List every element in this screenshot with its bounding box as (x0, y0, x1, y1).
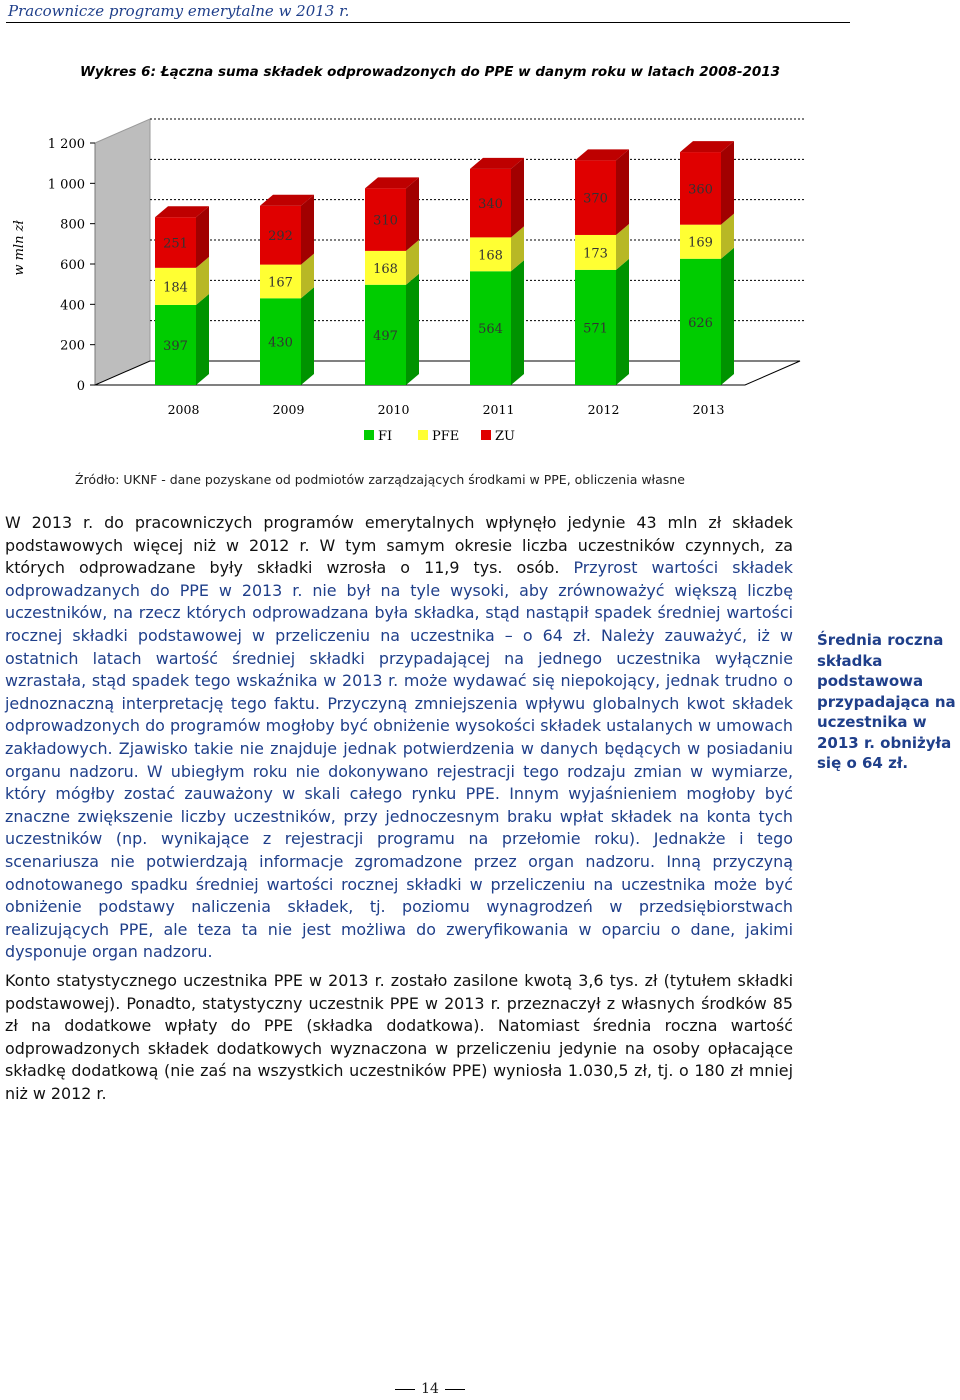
bar-side-2011-ZU (511, 158, 524, 238)
legend-label-ZU: ZU (495, 429, 515, 444)
chart-side-wall (95, 119, 150, 385)
data-label-2008-PFE: 184 (163, 280, 188, 296)
bar-side-2009-ZU (301, 195, 314, 265)
bar-side-2008-FI (196, 294, 209, 385)
source-note: Źródło: UKNF - dane pozyskane od podmiotów zarządzających środkami w PPE, obliczenia własne (75, 472, 685, 487)
bar-side-2013-ZU (721, 141, 734, 225)
data-label-2008-ZU: 251 (163, 236, 188, 252)
running-header: Pracownicze programy emerytalne w 2013 r. (8, 2, 350, 20)
body-text-main (5, 512, 793, 964)
paragraph-1-highlight: Przyrost wartości składek odprowadzanych do PPE w 2013 r. nie był na tyle wysoki, aby zrównoważyć większą liczbę uczestników, na rzecz których odprowadzana była składka, stąd nastąpił spadek średniej wartości rocznej składki podstawowej w przeliczeniu na uczestnika – o 64 zł. Należy zauważyć, iż w ostatnich latach wartość średniej składki przypadającej na jednego uczestnika wyłącznie wzrastała, stąd spadek tego wskaźnika w 2013 r. może wydawać się niepokojący, jednak trudno o jednoznaczną interpretację tego faktu. Przyczyną zmniejszenia wpływu globalnych kwot składek odprowadzonych do programów mogłoby być obniżenie wysokości składek ustalanych w umowach zakładowych. Zjawisko takie nie znajduje jednak potwierdzenia w danych będących w posiadaniu organu nadzoru. W ubiegłym roku nie dokonywano rejestracji tego rodzaju zmian w wymiarze, który mógłby zostać zauważony w skali całego rynku PPE. Innym wyjaśnieniem mogłoby być znaczne zwiększenie liczby uczestników, przy jednoczesnym braku wpłat składek na konta tych uczestników (np. wynikające z rejestracji programu na przełomie roku). Jednakże i tego scenariusza nie potwierdzają informacje zgromadzone przez organ nadzoru. Inną przyczyną odnotowanego spadku średniej wartości rocznej składki w przeliczeniu na uczestnika może być obniżenie podstawy naliczenia składek, tj. poziomu wynagrodzeń w przedsiębiorstwach realizujących PPE, ale teza ta nie jest możliwa do zweryfikowania w oparciu o dane, jakimi dysponuje organ nadzoru. (5, 558, 793, 962)
legend-label-PFE: PFE (432, 429, 460, 444)
paragraph-2: Konto statystycznego uczestnika PPE w 2013 r. zostało zasilone kwotą 3,6 tys. zł (tytułem składki podstawowej). Ponadto, statystyczny uczestnik PPE w 2013 r. przeznaczył z własnych środków 85 zł na dodatkowe wpłaty do PPE (składka dodatkowa). Natomiast średnia roczna wartość odprowadzonych składek dodatkowych wyznaczona w przeliczeniu jedynie na osoby opłacające składkę dodatkową (nie zaś na wszystkich uczestników PPE) wyniosła 1.030,5 zł, tj. o 180 zł mniej niż w 2012 r. (5, 971, 793, 1103)
data-label-2009-FI: 430 (268, 335, 293, 351)
data-label-2013-ZU: 360 (688, 182, 713, 198)
x-tick-label-2009: 2009 (272, 402, 305, 417)
x-tick-label-2008: 2008 (167, 402, 200, 417)
data-label-2013-PFE: 169 (688, 235, 713, 251)
y-tick-label: 600 (60, 258, 85, 273)
data-label-2011-ZU: 340 (478, 197, 503, 213)
chart-title: Wykres 6: Łączna suma składek odprowadzonych do PPE w danym roku w latach 2008-2013 (79, 64, 781, 80)
bar-side-2013-FI (721, 248, 734, 385)
data-label-2009-ZU: 292 (268, 229, 293, 245)
y-tick-label: 0 (76, 379, 85, 394)
bar-side-2010-FI (406, 274, 419, 385)
data-label-2010-ZU: 310 (373, 213, 398, 229)
bar-side-2012-FI (616, 259, 629, 385)
legend-swatch-FI (364, 430, 374, 440)
legend-swatch-ZU (481, 430, 491, 440)
page-number-value: 14 (421, 1381, 439, 1397)
legend-swatch-PFE (418, 430, 428, 440)
bar-side-2011-FI (511, 260, 524, 385)
data-label-2010-PFE: 168 (373, 261, 398, 277)
data-label-2012-FI: 571 (583, 321, 608, 337)
bar-side-2009-FI (301, 287, 314, 385)
x-tick-label-2011: 2011 (482, 402, 515, 417)
header-divider (6, 22, 850, 23)
x-tick-label-2012: 2012 (587, 402, 620, 417)
paragraph-1-intro: W 2013 r. do pracowniczych programów emerytalnych wpłynęło jedynie 43 mln zł składek podstawowych więcej niż w 2012 r. W tym samym okresie liczba uczestników czynnych, za których odprowadzane były składki wzrosła o 11,9 tys. osób. (5, 513, 793, 578)
bar-side-2012-ZU (616, 149, 629, 235)
y-axis-label: w mln zł (12, 220, 27, 276)
x-tick-label-2013: 2013 (692, 402, 725, 417)
data-label-2011-FI: 564 (478, 322, 503, 338)
y-tick-label: 200 (60, 338, 85, 354)
data-label-2008-FI: 397 (163, 338, 188, 354)
legend-label-FI: FI (378, 429, 393, 444)
data-label-2012-PFE: 173 (583, 246, 608, 262)
stacked-bar-chart (0, 90, 860, 460)
data-label-2013-FI: 626 (688, 315, 713, 331)
x-tick-label-2010: 2010 (377, 402, 410, 417)
paragraph-1 (5, 512, 793, 964)
y-tick-label: 400 (60, 298, 85, 314)
data-label-2011-PFE: 168 (478, 248, 503, 264)
data-label-2009-PFE: 167 (268, 275, 293, 291)
body-text-secondary (5, 970, 793, 1106)
page-number (0, 1381, 860, 1397)
data-label-2010-FI: 497 (373, 328, 398, 344)
data-label-2012-ZU: 370 (583, 191, 608, 207)
y-tick-label: 1 200 (47, 137, 85, 152)
y-tick-label: 800 (60, 217, 85, 233)
margin-note: Średnia roczna składka podstawowa przypadająca na uczestnika w 2013 r. obniżyła się o 64 zł. (817, 631, 956, 772)
bar-side-2010-ZU (406, 177, 419, 251)
y-tick-label: 1 000 (47, 177, 85, 193)
